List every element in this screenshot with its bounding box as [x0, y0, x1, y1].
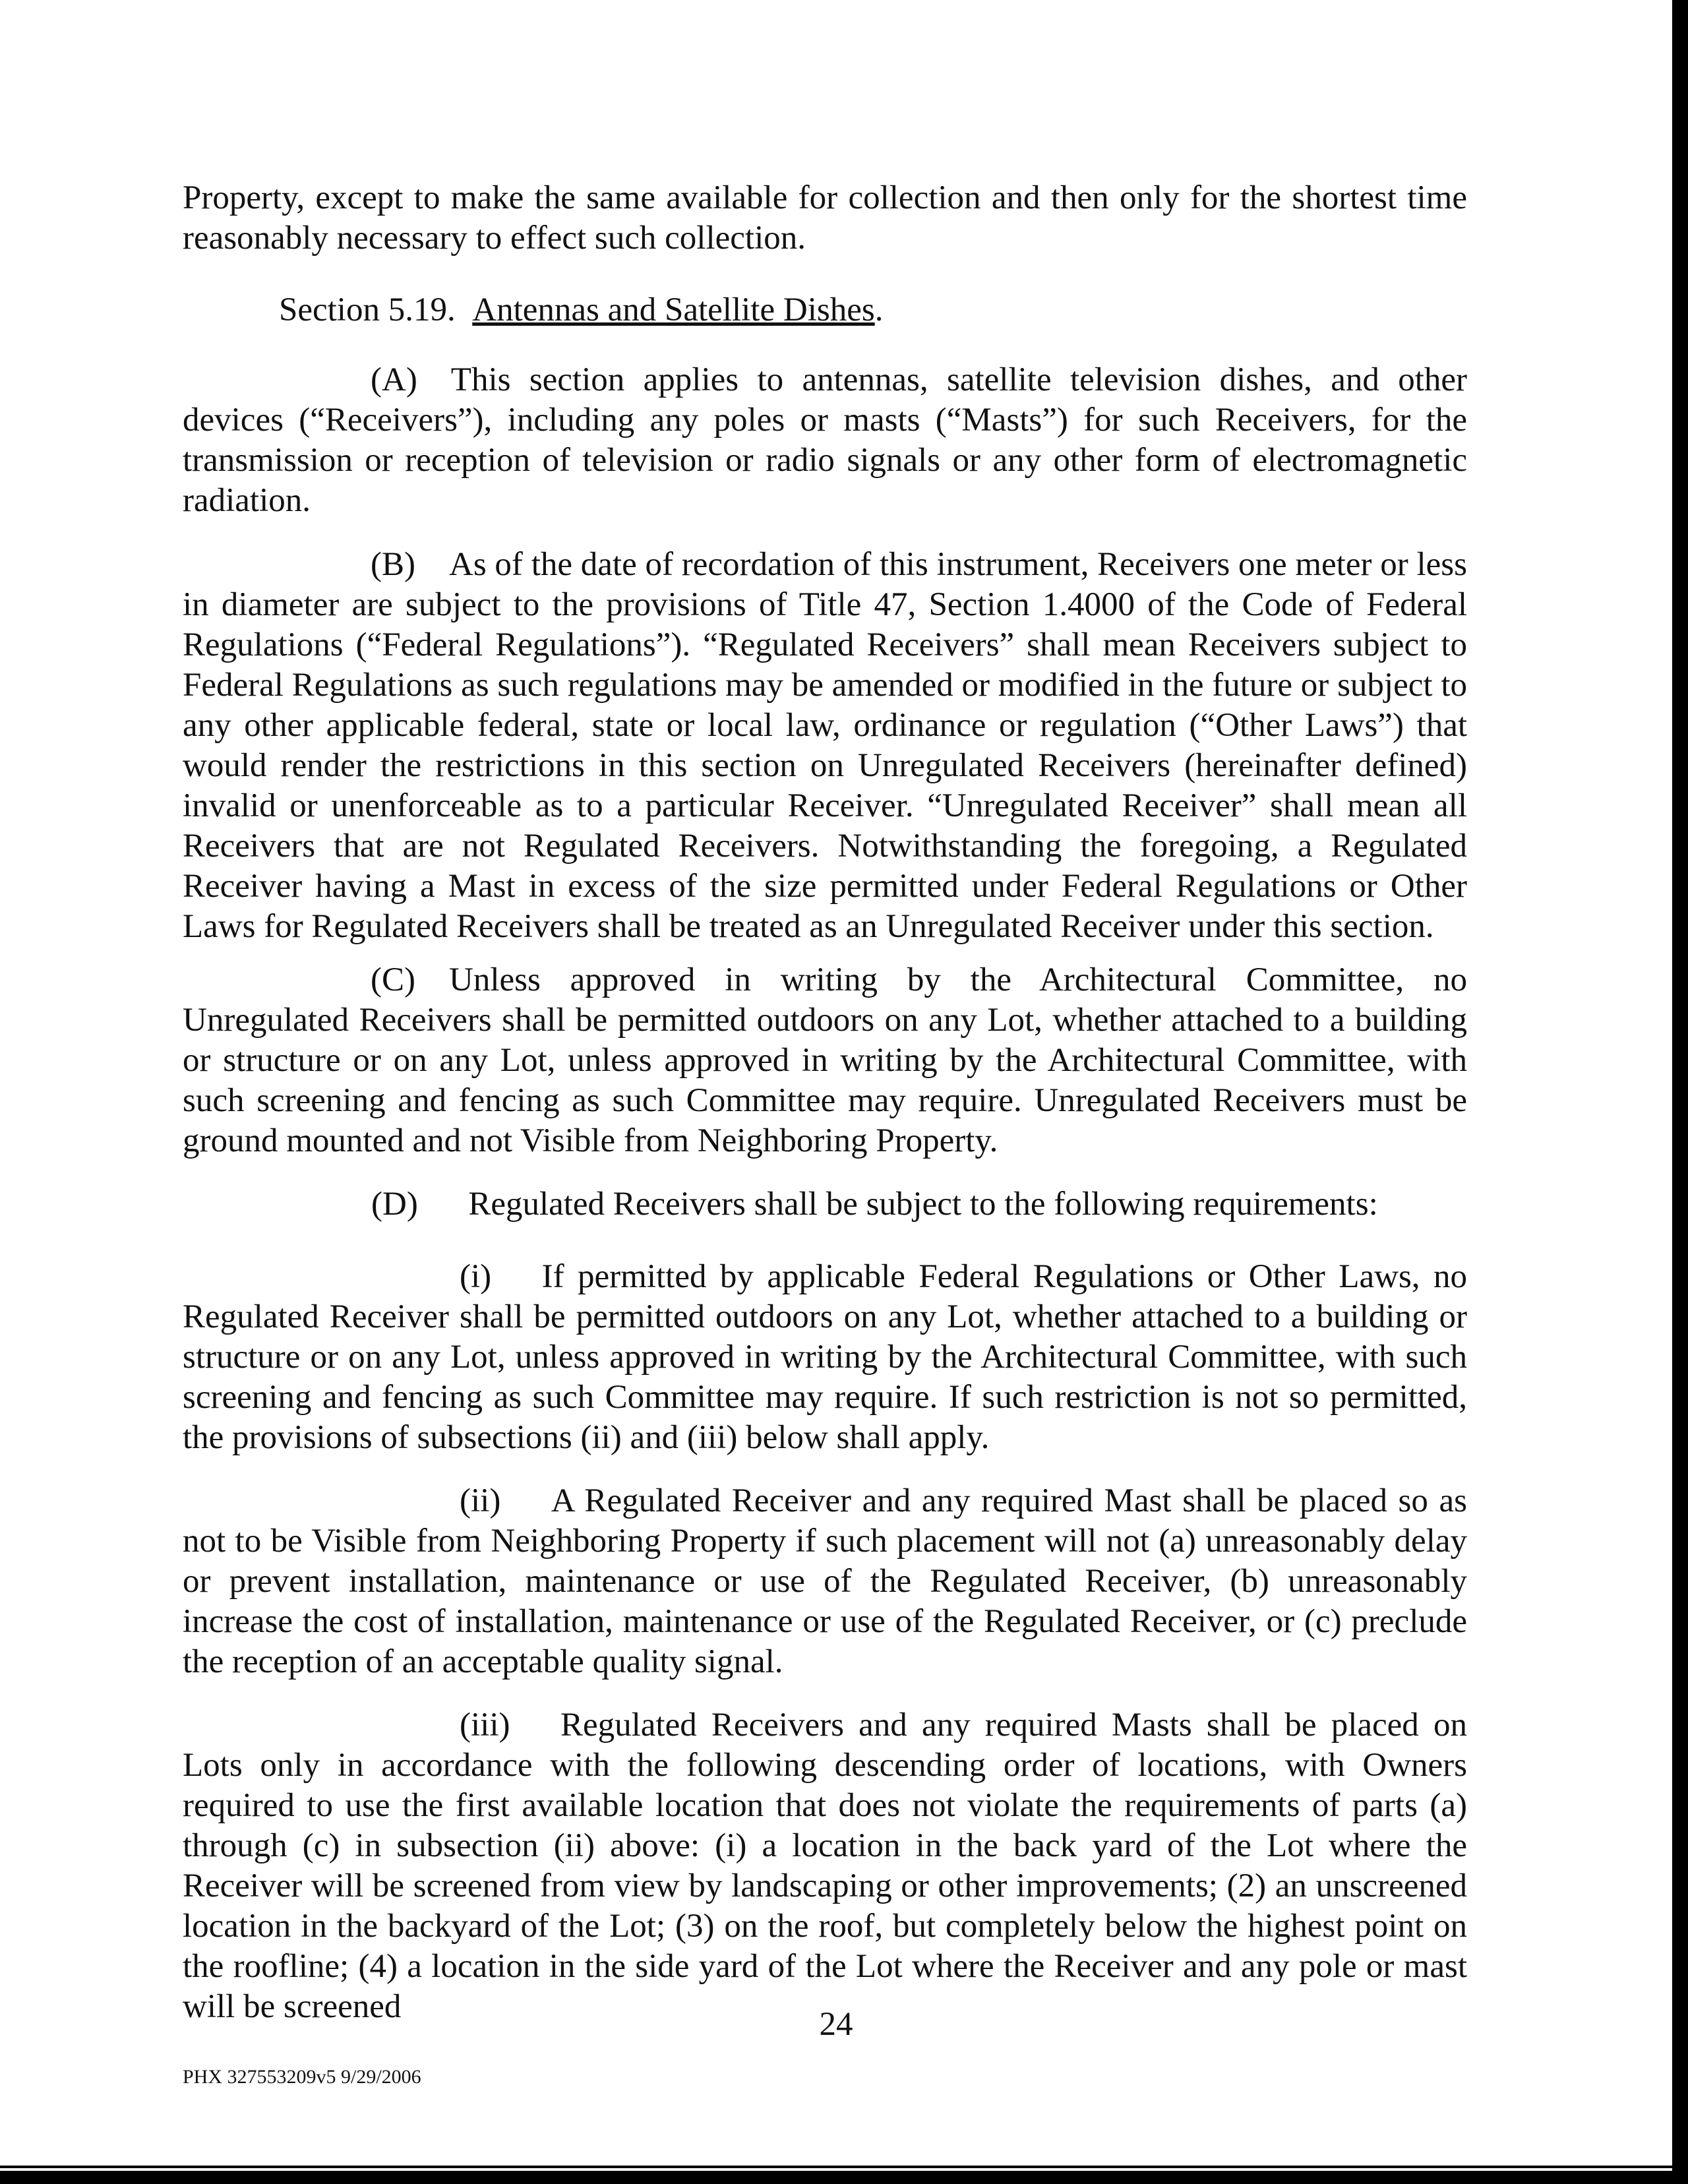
paragraph-a: (A) This section applies to antennas, satellite television dishes, and other devices (“Receivers”), including any poles or masts (“Masts”) for such Receivers, for the transmission or reception of television or radio signals or any other form of electromagnetic radiation.	[183, 361, 1467, 519]
paragraph-d: (D) Regulated Receivers shall be subject to the following requirements:	[371, 1186, 1378, 1223]
subparagraph-i: (i) If permitted by applicable Federal Regulations or Other Laws, no Regulated Receiver shall be permitted outdoors on any Lot, whether attached to a building or structure or on any Lot, unless approved in writing by the Architectural Committee, with such screening and fencing as such Committee may require. If such restriction is not so permitted, the provisions of subsections (ii) and (iii) below shall apply.	[183, 1258, 1467, 1456]
subparagraph-ii: (ii) A Regulated Receiver and any required Mast shall be placed so as not to be Visible from Neighboring Property if such placement will not (a) unreasonably delay or prevent installation, maintenance or use of the Regulated Receiver, (b) unreasonably increase the cost of installation, maintenance or use of the Regulated Receiver, or (c) preclude the reception of an acceptable quality signal.	[183, 1482, 1467, 1680]
document-footer-id: PHX 327553209v5 9/29/2006	[183, 2066, 421, 2088]
section-title-period: .	[874, 291, 884, 328]
paragraph-b: (B) As of the date of recordation of this instrument, Receivers one meter or less in diameter are subject to the provisions of Title 47, Section 1.4000 of the Code of Federal Regulations (“Federal Regulations”). “Regulated Receivers” shall mean Receivers subject to Federal Regulations as such regulations may be amended or modified in the future or subject to any other applicable federal, state or local law, ordinance or regulation (“Other Laws”) that would render the restrictions in this section on Unregulated Receivers (hereinafter defined) invalid or unenforceable as to a particular Receiver. “Unregulated Receiver” shall mean all Receivers that are not Regulated Receivers. Notwithstanding the foregoing, a Regulated Receiver having a Mast in excess of the size permitted under Federal Regulations or Other Laws for Regulated Receivers shall be treated as an Unregulated Receiver under this section.	[183, 546, 1467, 945]
right-scan-edge	[1672, 0, 1688, 2184]
section-number: Section 5.19.	[279, 291, 456, 328]
bottom-scan-line	[0, 2166, 1672, 2168]
bottom-scan-edge	[0, 2171, 1688, 2184]
section-heading	[279, 290, 883, 330]
paragraph-c: (C) Unless approved in writing by the Architectural Committee, no Unregulated Receivers shall be permitted outdoors on any Lot, whether attached to a building or structure or on any Lot, unless approved in writing by the Architectural Committee, with such screening and fencing as such Committee may require. Unregulated Receivers must be ground mounted and not Visible from Neighboring Property.	[183, 961, 1467, 1159]
continuation-paragraph: Property, except to make the same available for collection and then only for the shortest time reasonably necessary to effect such collection.	[183, 179, 1467, 257]
page-number: 24	[819, 2006, 853, 2043]
section-title: Antennas and Satellite Dishes	[472, 291, 875, 328]
subparagraph-iii: (iii) Regulated Receivers and any required Masts shall be placed on Lots only in accordance with the following descending order of locations, with Owners required to use the first available location that does not violate the requirements of parts (a) through (c) in subsection (ii) above: (i) a location in the back yard of the Lot where the Receiver will be screened from view by landscaping or other improvements; (2) an unscreened location in the backyard of the Lot; (3) on the roof, but completely below the highest point on the roofline; (4) a location in the side yard of the Lot where the Receiver and any pole or mast will be screened	[183, 1707, 1467, 2025]
